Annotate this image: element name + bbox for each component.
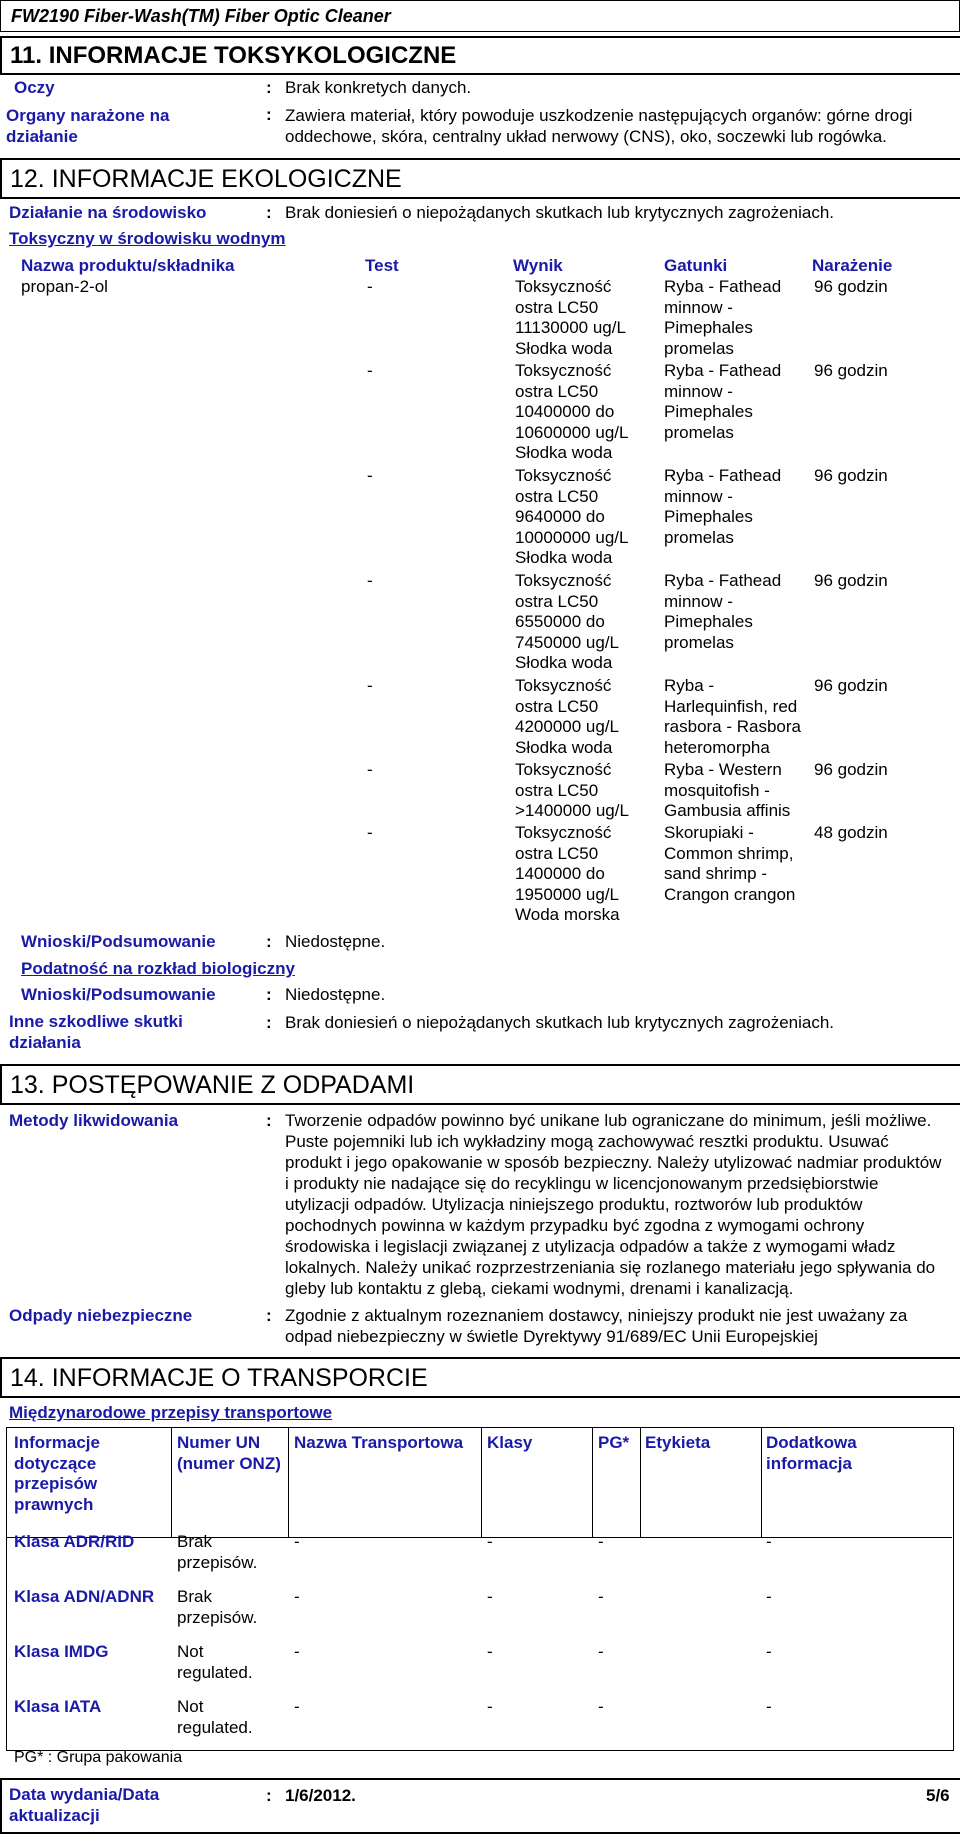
- ecotox-exposure-cell: 96 godzin: [814, 571, 888, 590]
- th-transport-name: Nazwa Transportowa: [294, 1433, 464, 1452]
- ecotox-result-cell: Toksyczność ostra LC50 9640000 do 10000000 ug/L Słodka woda: [515, 466, 629, 567]
- section-13-header: [0, 1064, 960, 1105]
- colon: :: [266, 1111, 272, 1130]
- column-divider: [761, 1427, 762, 1537]
- colon: :: [266, 1013, 272, 1032]
- conclusions2-label: Wnioski/Podsumowanie: [21, 985, 216, 1004]
- hazardous-waste-label: Odpady niebezpieczne: [9, 1306, 193, 1325]
- th-label: Etykieta: [645, 1433, 711, 1452]
- transport-un-cell: Brak przepisów.: [177, 1587, 258, 1627]
- transport-name-cell: -: [294, 1532, 300, 1551]
- ecotox-test-cell: -: [367, 277, 373, 296]
- transport-pg-cell: -: [598, 1697, 604, 1716]
- transport-pg-cell: -: [598, 1642, 604, 1661]
- ecotox-test-cell: -: [367, 823, 373, 842]
- ecotox-species-cell: Ryba - Fathead minnow - Pimephales promelas: [664, 361, 782, 442]
- col-header-product: Nazwa produktu/składnika: [21, 256, 235, 275]
- colon: :: [266, 1306, 272, 1325]
- colon: :: [266, 1786, 272, 1805]
- transport-regulation-cell: Klasa IMDG: [14, 1642, 109, 1661]
- disposal-methods-value: Tworzenie odpadów powinno być unikane lub ograniczane do minimum, jeśli możliwe. Puste pojemniki lub ich wykładziny mogą zachowywać resztki produktu. Usuwać produkt i jego opakowanie w sposób bezpieczny. Należy utylizować nadmiar produktów i produkty nie nadające się do recyklingu w licencjonowanym przedsiębiorstwie utylizacji odpadów. Utylizacja niniejszego produktu, roztworów lub produktów pochodnych powinna w każdym przypadku być zgodna z wymogami ochrony środowiska i legislacji związanej z utylizacja odpadów a także z wymogami władz lokalnych. Należy unikać rozprzestrzeniania się rozlanego materiału jego spływania do gleby lub kontaktu z glebą, ciekami wodnymi, drenami i kanalizacją.: [285, 1111, 942, 1298]
- section-11-title: 11. INFORMACJE TOKSYKOLOGICZNE: [10, 42, 457, 69]
- ecotox-exposure-cell: 96 godzin: [814, 277, 888, 296]
- ecotox-species-cell: Ryba - Fathead minnow - Pimephales promelas: [664, 277, 782, 358]
- other-effects-label: Inne szkodliwe skutki działania: [9, 1012, 183, 1052]
- ecotox-exposure-cell: 96 godzin: [814, 676, 888, 695]
- ecotox-exposure-cell: 96 godzin: [814, 466, 888, 485]
- intl-transport-link[interactable]: Międzynarodowe przepisy transportowe: [9, 1403, 333, 1422]
- col-header-exposure: Narażenie: [812, 256, 893, 275]
- transport-regulation-cell: Klasa ADR/RID: [14, 1532, 135, 1551]
- transport-name-cell: -: [294, 1642, 300, 1661]
- hazardous-waste-value: Zgodnie z aktualnym rozeznaniem dostawcy, niniejszy produkt nie jest uważany za odpad niebezpieczny w świetle Dyrektywy 91/689/EC Unii Europejskiej: [285, 1306, 908, 1346]
- ecotox-test-cell: -: [367, 571, 373, 590]
- transport-pg-cell: -: [598, 1532, 604, 1551]
- organs-value: Zawiera materiał, który powoduje uszkodzenie następujących organów: górne drogi oddechowe, skóra, centralny układ nerwowy (CNS), oko, soczewki lub rogówka.: [285, 106, 913, 146]
- aquatic-toxicity-link[interactable]: Toksyczny w środowisku wodnym: [9, 229, 286, 248]
- ecotox-exposure-cell: 96 godzin: [814, 361, 888, 380]
- transport-regulation-cell: Klasa IATA: [14, 1697, 102, 1716]
- transport-class-cell: -: [487, 1642, 493, 1661]
- organs-label: Organy narażone na działanie: [6, 106, 170, 146]
- colon: :: [266, 105, 272, 124]
- transport-class-cell: -: [487, 1587, 493, 1606]
- ecotox-species-cell: Ryba - Harlequinfish, red rasbora - Rasbora heteromorpha: [664, 676, 802, 757]
- ecotox-species-cell: Ryba - Fathead minnow - Pimephales promelas: [664, 466, 782, 547]
- biodegradability-link[interactable]: Podatność na rozkład biologiczny: [21, 959, 295, 978]
- transport-class-cell: -: [487, 1532, 493, 1551]
- ecotox-result-cell: Toksyczność ostra LC50 >1400000 ug/L: [515, 760, 629, 820]
- transport-un-cell: Brak przepisów.: [177, 1532, 258, 1572]
- section-14-header: [0, 1357, 960, 1398]
- ecotox-exposure-cell: 96 godzin: [814, 760, 888, 779]
- conclusions2-value: Niedostępne.: [285, 985, 386, 1004]
- issue-date-value: 1/6/2012.: [285, 1786, 356, 1805]
- transport-label-cell: -: [766, 1587, 772, 1606]
- ecotox-species-cell: Ryba - Fathead minnow - Pimephales promelas: [664, 571, 782, 652]
- transport-un-cell: Not regulated.: [177, 1697, 253, 1737]
- th-regulatory-info: Informacje dotyczące przepisów prawnych: [14, 1433, 100, 1514]
- transport-regulation-cell: Klasa ADN/ADNR: [14, 1587, 155, 1606]
- ecotox-test-cell: -: [367, 676, 373, 695]
- section-11-header: [0, 36, 960, 75]
- ecotox-result-cell: Toksyczność ostra LC50 11130000 ug/L Słodka woda: [515, 277, 626, 358]
- transport-pg-cell: -: [598, 1587, 604, 1606]
- transport-label-cell: -: [766, 1642, 772, 1661]
- col-header-test: Test: [365, 256, 399, 275]
- transport-label-cell: -: [766, 1697, 772, 1716]
- ecotox-result-cell: Toksyczność ostra LC50 10400000 do 10600000 ug/L Słodka woda: [515, 361, 629, 462]
- conclusions-label: Wnioski/Podsumowanie: [21, 932, 216, 951]
- transport-name-cell: -: [294, 1587, 300, 1606]
- section-12-title: 12. INFORMACJE EKOLOGICZNE: [10, 165, 402, 193]
- ecotox-test-cell: -: [367, 466, 373, 485]
- document-title: FW2190 Fiber-Wash(TM) Fiber Optic Cleaner: [11, 6, 391, 26]
- product-name: propan-2-ol: [21, 277, 108, 296]
- th-class: Klasy: [487, 1433, 533, 1452]
- page-number: 5/6: [926, 1786, 950, 1805]
- env-value: Brak doniesień o niepożądanych skutkach lub krytycznych zagrożeniach.: [285, 203, 835, 222]
- th-un-number: Numer UN (numer ONZ): [177, 1433, 281, 1473]
- ecotox-test-cell: -: [367, 760, 373, 779]
- column-divider: [171, 1427, 172, 1537]
- env-label: Działanie na środowisko: [9, 203, 207, 222]
- col-header-result: Wynik: [513, 256, 563, 275]
- section-12-header: [0, 158, 960, 199]
- th-pg: PG*: [598, 1433, 630, 1452]
- colon: :: [266, 78, 272, 97]
- transport-un-cell: Not regulated.: [177, 1642, 253, 1682]
- document-header: [0, 0, 960, 32]
- colon: :: [266, 203, 272, 222]
- th-additional-info: Dodatkowa informacja: [766, 1433, 857, 1473]
- transport-label-cell: -: [766, 1532, 772, 1551]
- ecotox-test-cell: -: [367, 361, 373, 380]
- col-header-species: Gatunki: [664, 256, 728, 275]
- conclusions-value: Niedostępne.: [285, 932, 386, 951]
- ecotox-result-cell: Toksyczność ostra LC50 1400000 do 1950000 ug/L Woda morska: [515, 823, 620, 924]
- colon: :: [266, 932, 272, 951]
- issue-date-label: Data wydania/Data aktualizacji: [9, 1785, 160, 1825]
- section-14-title: 14. INFORMACJE O TRANSPORCIE: [10, 1364, 428, 1392]
- eyes-label: Oczy: [14, 78, 55, 97]
- other-effects-value: Brak doniesień o niepożądanych skutkach lub krytycznych zagrożeniach.: [285, 1013, 835, 1032]
- ecotox-result-cell: Toksyczność ostra LC50 4200000 ug/L Słodka woda: [515, 676, 619, 757]
- ecotox-species-cell: Ryba - Western mosquitofish - Gambusia affinis: [664, 760, 791, 820]
- column-divider: [288, 1427, 289, 1537]
- disposal-methods-label: Metody likwidowania: [9, 1111, 179, 1130]
- pg-note: PG* : Grupa pakowania: [14, 1749, 183, 1766]
- section-13-title: 13. POSTĘPOWANIE Z ODPADAMI: [10, 1071, 415, 1099]
- transport-name-cell: -: [294, 1697, 300, 1716]
- transport-class-cell: -: [487, 1697, 493, 1716]
- ecotox-result-cell: Toksyczność ostra LC50 6550000 do 7450000 ug/L Słodka woda: [515, 571, 619, 672]
- colon: :: [266, 985, 272, 1004]
- ecotox-species-cell: Skorupiaki - Common shrimp, sand shrimp - Crangon crangon: [664, 823, 796, 904]
- ecotox-exposure-cell: 48 godzin: [814, 823, 888, 842]
- eyes-value: Brak konkretych danych.: [285, 78, 472, 97]
